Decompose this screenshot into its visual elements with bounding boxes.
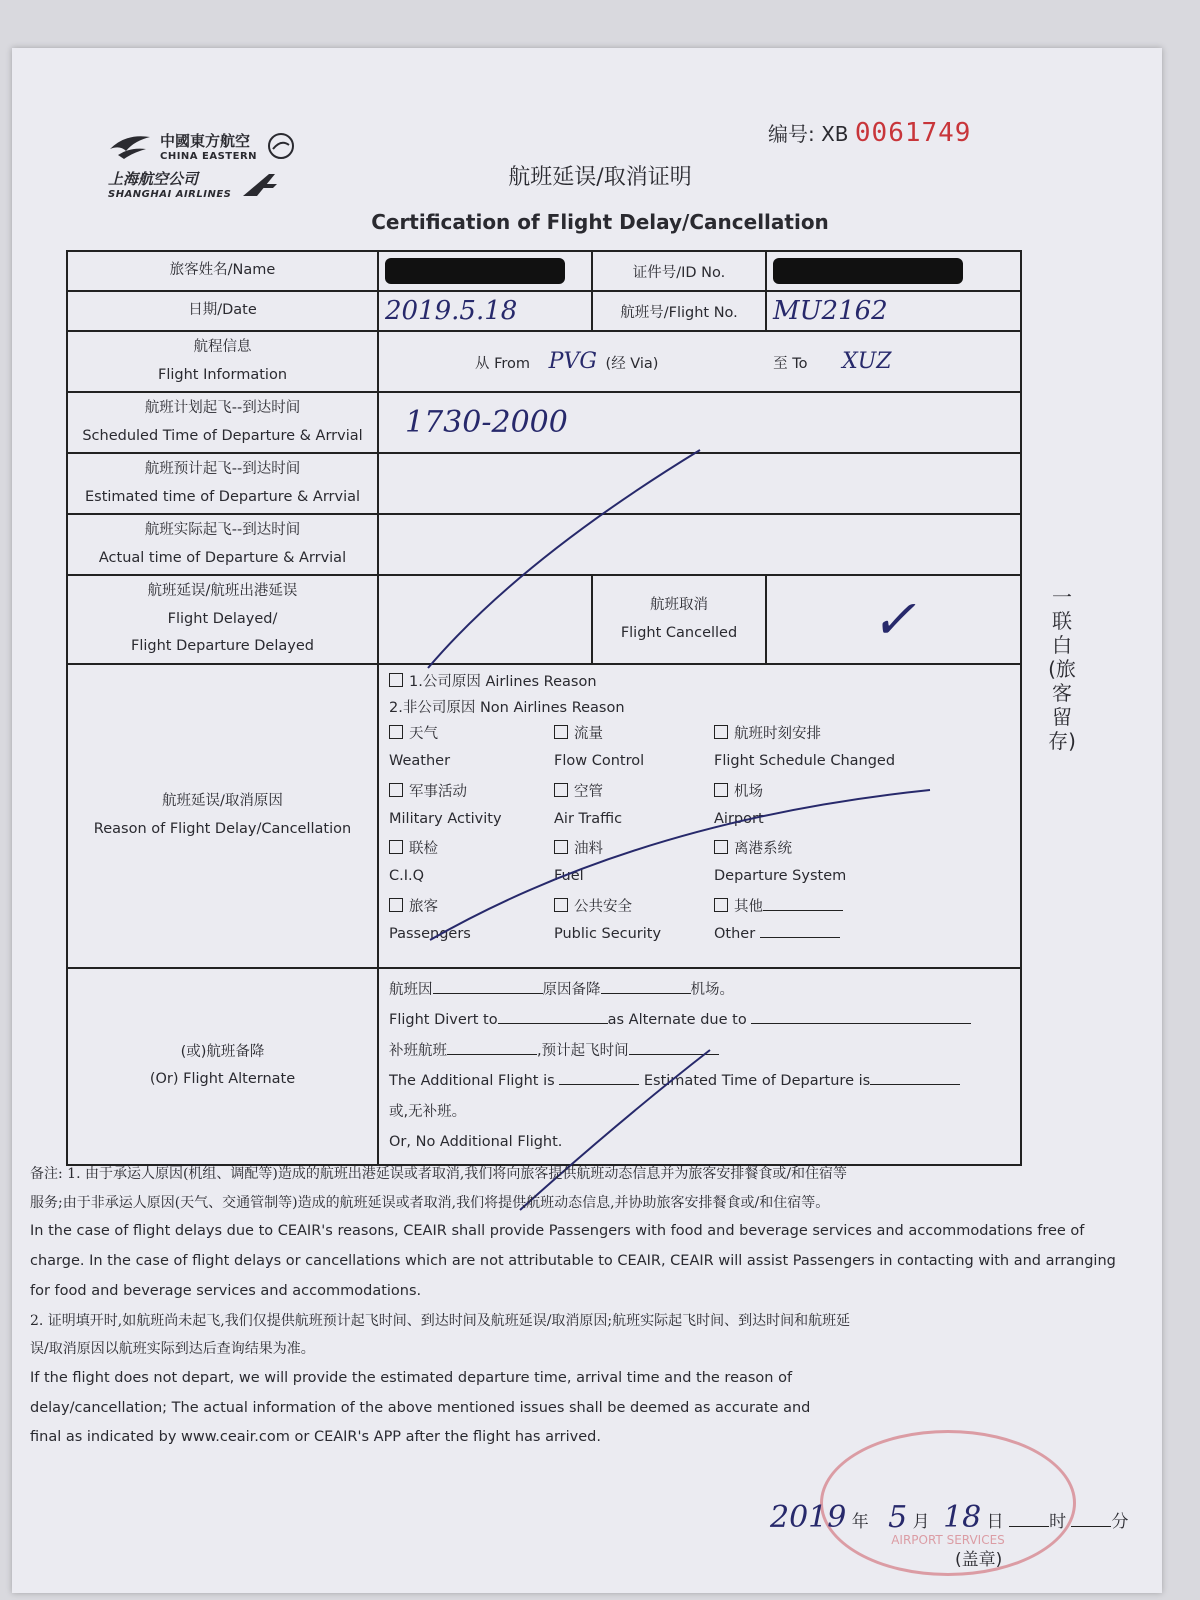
reason-airlines — [389, 669, 1014, 695]
reason-air-traffic-cn: 空管 — [574, 783, 603, 800]
redacted-name — [385, 258, 565, 284]
checkbox-airlines[interactable] — [389, 673, 403, 687]
alt-line-3 — [389, 1036, 1010, 1066]
alternate-label-en: (Or) Flight Alternate — [149, 1071, 296, 1088]
alternate-field — [378, 968, 1021, 1165]
estimated-time-label-en: Estimated time of Departure & Arrvial — [84, 488, 361, 505]
skyteam-icon — [265, 131, 297, 161]
actual-time-label-en: Actual time of Departure & Arrvial — [98, 549, 347, 566]
date-label: 日期/Date — [67, 291, 378, 331]
year-label: 年 — [851, 1512, 869, 1532]
day-label: 日 — [986, 1512, 1004, 1532]
scheduled-time-label-en: Scheduled Time of Departure & Arrvial — [82, 427, 363, 444]
checkbox-fuel[interactable] — [554, 840, 568, 854]
alt-line-4 — [389, 1066, 1010, 1096]
reason-ciq — [389, 836, 554, 890]
certificate-form — [66, 250, 1022, 1166]
actual-time-label-cn: 航班实际起飞--到达时间 — [144, 522, 301, 539]
route-label-cn: 航程信息 — [193, 339, 252, 355]
id-field — [766, 251, 1021, 291]
id-label: 证件号/ID No. — [592, 251, 766, 291]
scheduled-time-label — [67, 392, 378, 453]
delay-label — [67, 575, 378, 664]
alt-line-5: 或,无补班。 — [389, 1103, 467, 1120]
alt-blank-5[interactable] — [447, 1054, 537, 1055]
reason-grid — [389, 721, 1014, 948]
serial-prefix: XB — [821, 122, 849, 146]
title-en: Certification of Flight Delay/Cancellation — [371, 210, 829, 234]
cancel-label — [592, 575, 766, 664]
alt-line-4b: Estimated Time of Departure is — [643, 1073, 871, 1090]
checkbox-military[interactable] — [389, 783, 403, 797]
reason-other — [714, 894, 1014, 948]
logo-en-2: SHANGHAI AIRLINES — [108, 189, 232, 200]
reason-passengers-en: Passengers — [389, 925, 471, 942]
reason-field — [378, 664, 1021, 968]
reason-fuel — [554, 836, 714, 890]
checkbox-airport[interactable] — [714, 783, 728, 797]
alternate-label — [67, 968, 378, 1165]
scheduled-time-field — [378, 392, 1021, 453]
logo-cn-2: 上海航空公司 — [108, 170, 199, 188]
reason-military — [389, 779, 554, 833]
reason-airport-en: Airport — [714, 810, 764, 827]
actual-time-label — [67, 514, 378, 575]
alt-blank-3[interactable] — [498, 1023, 608, 1024]
from-label: 从 From — [475, 356, 531, 373]
logo-cn-1: 中國東方航空 — [160, 132, 251, 150]
route-label — [67, 331, 378, 392]
alt-blank-1[interactable] — [433, 993, 543, 994]
reason-airlines-text: 1.公司原因 Airlines Reason — [409, 674, 597, 691]
note-2-en: If the flight does not depart, we will provide the estimated departure time, arrival time and the reason of delay/cancellation; The actual information of the above mentioned issues shall be deemed as accurate and final as indicated by www.ceair.com or CEAIR's APP after the flight has arrived. — [30, 1369, 811, 1446]
alt-line-2 — [389, 1005, 1010, 1035]
scheduled-time-value: 1730-2000 — [405, 405, 568, 441]
flight-no-field — [766, 291, 1021, 331]
reason-fuel-en: Fuel — [554, 868, 584, 885]
reason-flow-control-en: Flow Control — [554, 753, 645, 770]
alt-blank-6[interactable] — [629, 1054, 719, 1055]
delay-field — [378, 575, 592, 664]
reason-label-cn: 航班延误/取消原因 — [162, 793, 283, 810]
cancel-label-cn: 航班取消 — [650, 597, 708, 614]
china-eastern-swallow-icon — [108, 131, 152, 161]
reason-weather-en: Weather — [389, 753, 451, 770]
reason-public-security — [554, 894, 714, 948]
alt-line-2a: Flight Divert to — [389, 1012, 498, 1029]
alt-blank-2[interactable] — [601, 993, 691, 994]
hour-label: 时 — [1049, 1512, 1067, 1532]
alt-line-3b: ,预计起飞时间 — [537, 1042, 629, 1059]
name-label: 旅客姓名/Name — [67, 251, 378, 291]
reason-flow-control — [554, 721, 714, 775]
date-value: 2019.5.18 — [385, 296, 518, 326]
reason-departure-system-en: Departure System — [714, 868, 847, 885]
checkbox-public-security[interactable] — [554, 898, 568, 912]
reason-departure-system — [714, 836, 1014, 890]
reason-other-cn: 其他 — [734, 899, 763, 916]
reason-flow-control-cn: 流量 — [574, 726, 603, 743]
redacted-id — [773, 258, 963, 284]
flight-no-label: 航班号/Flight No. — [592, 291, 766, 331]
note-1-en: In the case of flight delays due to CEAIR's reasons, CEAIR shall provide Passengers with food and beverage services and accommodations free of charge. In the case of flight delays or cancellations which are not attributable to CEAIR, CEAIR will assist Passengers in contacting with and arranging for food and beverage services and accommodations. — [30, 1223, 1116, 1299]
route-label-en: Flight Information — [157, 366, 288, 383]
logo-en-1: CHINA EASTERN — [160, 151, 258, 162]
reason-air-traffic — [554, 779, 714, 833]
serial-number — [768, 118, 971, 148]
month-label: 月 — [912, 1512, 930, 1532]
reason-other-en: Other — [714, 925, 756, 942]
reason-weather — [389, 721, 554, 775]
estimated-time-label — [67, 453, 378, 514]
year-value: 2019 — [770, 1500, 847, 1535]
other-blank-en[interactable] — [760, 937, 840, 938]
reason-non-airlines: 2.非公司原因 Non Airlines Reason — [389, 700, 625, 717]
reason-schedule-changed-en: Flight Schedule Changed — [714, 753, 896, 770]
serial-label: 编号: — [768, 122, 815, 146]
flight-no-value: MU2162 — [773, 296, 888, 326]
delay-label-en2: Flight Departure Delayed — [131, 638, 314, 655]
note-2-cn-b: 误/取消原因以航班实际到达后查询结果为准。 — [30, 1341, 315, 1358]
alt-blank-7[interactable] — [559, 1084, 639, 1085]
hour-blank[interactable] — [1009, 1526, 1049, 1527]
reason-ciq-en: C.I.Q — [389, 868, 425, 885]
reason-passengers — [389, 894, 554, 948]
checkbox-air-traffic[interactable] — [554, 783, 568, 797]
via-label: (经 Via) — [605, 356, 659, 373]
actual-time-field — [378, 514, 1021, 575]
reason-military-cn: 军事活动 — [409, 783, 467, 800]
serial-number-value: 0061749 — [854, 118, 972, 148]
reason-label — [67, 664, 378, 968]
reason-airport-cn: 机场 — [734, 783, 763, 800]
from-value: PVG — [548, 349, 597, 375]
other-blank[interactable] — [763, 910, 843, 911]
reason-departure-system-cn: 离港系统 — [734, 841, 792, 858]
reason-fuel-cn: 油料 — [574, 841, 603, 858]
reason-label-en: Reason of Flight Delay/Cancellation — [93, 821, 352, 838]
checkbox-passengers[interactable] — [389, 898, 403, 912]
alt-blank-4[interactable] — [751, 1023, 971, 1024]
stamp-text: AIRPORT SERVICES — [891, 1533, 1005, 1547]
reason-airport — [714, 779, 1014, 833]
issue-date — [770, 1500, 1128, 1535]
to-value: XUZ — [842, 349, 892, 375]
alt-line-3a: 补班航班 — [389, 1042, 447, 1059]
checkbox-weather[interactable] — [389, 725, 403, 739]
estimated-time-label-cn: 航班预计起飞--到达时间 — [144, 461, 301, 478]
scheduled-time-label-cn: 航班计划起飞--到达时间 — [144, 400, 301, 417]
minute-blank[interactable] — [1071, 1526, 1111, 1527]
delay-label-cn: 航班延误/航班出港延误 — [147, 583, 298, 600]
reason-air-traffic-en: Air Traffic — [554, 810, 623, 827]
reason-schedule-changed-cn: 航班时刻安排 — [734, 726, 821, 743]
note-1-cn-b: 服务;由于非承运人原因(天气、交通管制等)造成的航班延误或者取消,我们将提供航班动态信息,并协助旅客安排餐食或/和住宿等。 — [30, 1194, 830, 1211]
cancel-check-mark: ✓ — [870, 588, 917, 652]
alt-line-4a: The Additional Flight is — [389, 1073, 555, 1090]
checkbox-schedule-changed[interactable] — [714, 725, 728, 739]
seal-label: (盖章) — [955, 1550, 1003, 1570]
cancel-label-en: Flight Cancelled — [620, 624, 738, 641]
alt-blank-8[interactable] — [870, 1084, 960, 1085]
month-value: 5 — [888, 1500, 908, 1535]
cancel-field — [766, 575, 1021, 664]
delay-label-en1: Flight Delayed/ — [167, 610, 278, 627]
to-label: 至 To — [773, 356, 808, 373]
reason-public-security-en: Public Security — [554, 925, 662, 942]
alternate-label-cn: (或)航班备降 — [180, 1043, 265, 1060]
name-field — [378, 251, 592, 291]
reason-schedule-changed — [714, 721, 1014, 775]
alt-line-2b: as Alternate due to — [607, 1012, 747, 1029]
reason-weather-cn: 天气 — [409, 726, 438, 743]
day-value: 18 — [943, 1500, 982, 1535]
notes — [30, 1160, 1120, 1453]
route-field — [378, 331, 1021, 392]
checkbox-other[interactable] — [714, 898, 728, 912]
reason-military-en: Military Activity — [389, 810, 502, 827]
alt-line-6: Or, No Additional Flight. — [389, 1134, 563, 1151]
estimated-time-field — [378, 453, 1021, 514]
copy-label: 一联白(旅客留存) — [1048, 585, 1076, 753]
alt-line-1a: 航班因 — [389, 982, 433, 999]
note-2-cn-a: 2. 证明填开时,如航班尚未起飞,我们仅提供航班预计起飞时间、到达时间及航班延误/取消原因;航班实际起飞时间、到达时间和航班延 — [30, 1312, 851, 1329]
minute-label: 分 — [1111, 1512, 1129, 1532]
reason-public-security-cn: 公共安全 — [574, 899, 632, 916]
note-1-cn-a: 备注: 1. 由于承运人原因(机组、调配等)造成的航班出港延误或者取消,我们将向旅客提供航班动态信息并为旅客安排餐食或/和住宿等 — [30, 1166, 848, 1182]
checkbox-flow-control[interactable] — [554, 725, 568, 739]
checkbox-ciq[interactable] — [389, 840, 403, 854]
reason-ciq-cn: 联检 — [409, 841, 438, 858]
date-field — [378, 291, 592, 331]
alt-line-1 — [389, 975, 1010, 1005]
checkbox-departure-system[interactable] — [714, 840, 728, 854]
title-cn: 航班延误/取消证明 — [508, 165, 692, 190]
reason-passengers-cn: 旅客 — [409, 899, 438, 916]
alt-line-1b: 原因备降 — [542, 982, 601, 999]
alt-line-1c: 机场。 — [690, 982, 734, 999]
